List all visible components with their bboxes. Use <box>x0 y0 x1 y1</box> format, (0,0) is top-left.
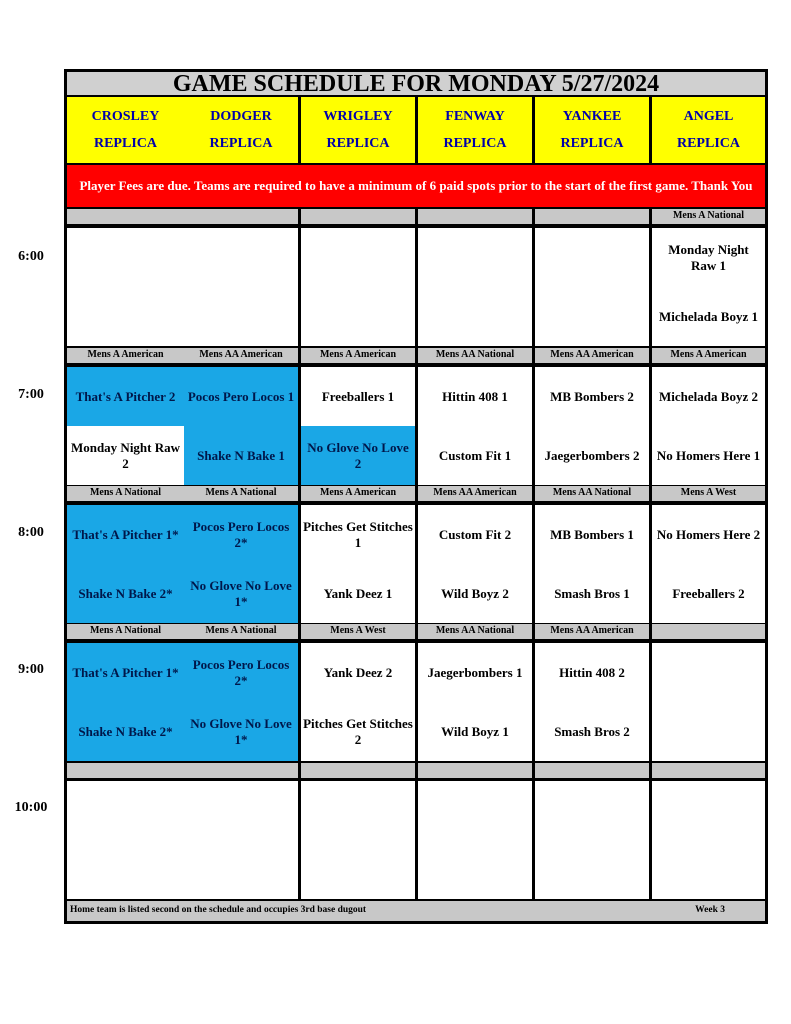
division-label: Mens A National <box>184 486 298 501</box>
team-cell[interactable]: Pocos Pero Locos 2* <box>184 643 298 702</box>
team-cell[interactable]: Jaegerbombers 2 <box>535 426 649 485</box>
empty-cell <box>652 702 765 761</box>
team-cell[interactable]: Freeballers 1 <box>301 367 415 426</box>
division-label: Mens AA National <box>418 624 532 639</box>
division-label <box>184 209 298 224</box>
division-label <box>535 209 649 224</box>
team-cell[interactable]: That's A Pitcher 1* <box>67 643 184 702</box>
team-cell[interactable]: MB Bombers 1 <box>535 505 649 564</box>
team-cell[interactable]: Michelada Boyz 2 <box>652 367 765 426</box>
division-label: Mens A West <box>301 624 415 639</box>
home-team-note: Home team is listed second on the schedule and occupies 3rd base dugout <box>70 905 367 916</box>
team-cell[interactable]: Monday Night Raw 2 <box>67 426 184 485</box>
team-cell[interactable]: Yank Deez 1 <box>301 564 415 623</box>
empty-cell <box>184 287 298 346</box>
team-cell[interactable]: MB Bombers 2 <box>535 367 649 426</box>
empty-cell <box>535 228 649 287</box>
team-cell[interactable]: Custom Fit 2 <box>418 505 532 564</box>
division-label: Mens A National <box>67 624 184 639</box>
field-subtitle: REPLICA <box>560 136 624 151</box>
team-cell[interactable]: Jaegerbombers 1 <box>418 643 532 702</box>
division-label: Mens A American <box>652 348 765 363</box>
division-label <box>301 763 415 778</box>
division-label: Mens A National <box>67 486 184 501</box>
division-label: Mens A American <box>301 348 415 363</box>
team-cell[interactable]: Custom Fit 1 <box>418 426 532 485</box>
team-cell[interactable]: Shake N Bake 2* <box>67 564 184 623</box>
division-label <box>418 209 532 224</box>
empty-cell <box>535 287 649 346</box>
team-cell[interactable]: Shake N Bake 2* <box>67 702 184 761</box>
field-header-5 <box>652 97 765 163</box>
field-header-2 <box>301 97 415 163</box>
field-subtitle: REPLICA <box>443 136 507 151</box>
team-cell[interactable]: Michelada Boyz 1 <box>652 287 765 346</box>
team-cell[interactable]: No Homers Here 2 <box>652 505 765 564</box>
team-cell[interactable]: That's A Pitcher 2 <box>67 367 184 426</box>
division-label: Mens AA National <box>535 486 649 501</box>
division-label: Mens AA American <box>535 624 649 639</box>
division-label <box>184 763 298 778</box>
empty-cell <box>418 840 532 899</box>
division-label <box>652 624 765 639</box>
schedule-sheet <box>64 69 768 924</box>
team-cell[interactable]: Freeballers 2 <box>652 564 765 623</box>
team-cell[interactable]: Wild Boyz 2 <box>418 564 532 623</box>
division-label: Mens AA American <box>184 348 298 363</box>
field-header-0 <box>67 97 184 163</box>
field-subtitle: REPLICA <box>676 136 740 151</box>
division-label: Mens AA American <box>535 348 649 363</box>
field-subtitle: REPLICA <box>209 136 273 151</box>
division-label <box>67 209 184 224</box>
time-label: 9:00 <box>18 662 44 677</box>
field-name: YANKEE <box>562 109 622 124</box>
empty-cell <box>652 840 765 899</box>
empty-cell <box>652 643 765 702</box>
division-label <box>67 763 184 778</box>
empty-cell <box>184 781 298 840</box>
field-header-3 <box>418 97 532 163</box>
field-header-1 <box>184 97 298 163</box>
field-name: DODGER <box>210 109 272 124</box>
team-cell[interactable]: No Glove No Love 1* <box>184 564 298 623</box>
empty-cell <box>184 840 298 899</box>
empty-cell <box>418 287 532 346</box>
team-cell[interactable]: No Homers Here 1 <box>652 426 765 485</box>
empty-cell <box>418 228 532 287</box>
empty-cell <box>301 287 415 346</box>
division-label <box>535 763 649 778</box>
team-cell[interactable]: Yank Deez 2 <box>301 643 415 702</box>
team-cell[interactable]: Hittin 408 1 <box>418 367 532 426</box>
team-cell[interactable]: No Glove No Love 2 <box>301 426 415 485</box>
team-cell[interactable]: Smash Bros 1 <box>535 564 649 623</box>
empty-cell <box>67 287 184 346</box>
team-cell[interactable]: That's A Pitcher 1* <box>67 505 184 564</box>
empty-cell <box>67 781 184 840</box>
team-cell[interactable]: Shake N Bake 1 <box>184 426 298 485</box>
division-label <box>418 763 532 778</box>
division-label: Mens AA National <box>418 348 532 363</box>
empty-cell <box>67 840 184 899</box>
field-name: CROSLEY <box>91 109 160 124</box>
field-subtitle: REPLICA <box>326 136 390 151</box>
empty-cell <box>535 840 649 899</box>
fee-notice-banner: Player Fees are due. Teams are required to have a minimum of 6 paid spots prior to the start of the first game. Thank You <box>67 165 765 207</box>
empty-cell <box>535 781 649 840</box>
division-label: Mens A American <box>67 348 184 363</box>
team-cell[interactable]: Monday Night Raw 1 <box>652 228 765 287</box>
empty-cell <box>301 840 415 899</box>
empty-cell <box>301 228 415 287</box>
field-name: ANGEL <box>683 109 734 124</box>
division-label: Mens A National <box>184 624 298 639</box>
team-cell[interactable]: Pocos Pero Locos 1 <box>184 367 298 426</box>
team-cell[interactable]: Wild Boyz 1 <box>418 702 532 761</box>
empty-cell <box>184 228 298 287</box>
division-label <box>301 209 415 224</box>
team-cell[interactable]: Pocos Pero Locos 2* <box>184 505 298 564</box>
time-label: 10:00 <box>14 800 48 815</box>
week-label: Week 3 <box>695 905 725 916</box>
team-cell[interactable]: Smash Bros 2 <box>535 702 649 761</box>
division-label: Mens A West <box>652 486 765 501</box>
empty-cell <box>418 781 532 840</box>
field-header-4 <box>535 97 649 163</box>
page-title: GAME SCHEDULE FOR MONDAY 5/27/2024 <box>67 72 765 95</box>
division-label: Mens AA American <box>418 486 532 501</box>
empty-cell <box>652 781 765 840</box>
team-cell[interactable]: No Glove No Love 1* <box>184 702 298 761</box>
division-label: Mens A National <box>652 209 765 224</box>
field-subtitle: REPLICA <box>93 136 157 151</box>
field-name: FENWAY <box>445 109 505 124</box>
empty-cell <box>301 781 415 840</box>
team-cell[interactable]: Pitches Get Stitches 1 <box>301 505 415 564</box>
team-cell[interactable]: Pitches Get Stitches 2 <box>301 702 415 761</box>
time-label: 6:00 <box>18 249 44 264</box>
time-label: 8:00 <box>18 525 44 540</box>
division-label: Mens A American <box>301 486 415 501</box>
empty-cell <box>67 228 184 287</box>
field-name: WRIGLEY <box>323 109 393 124</box>
footer-note <box>67 901 765 921</box>
division-label <box>652 763 765 778</box>
team-cell[interactable]: Hittin 408 2 <box>535 643 649 702</box>
time-label: 7:00 <box>18 387 44 402</box>
